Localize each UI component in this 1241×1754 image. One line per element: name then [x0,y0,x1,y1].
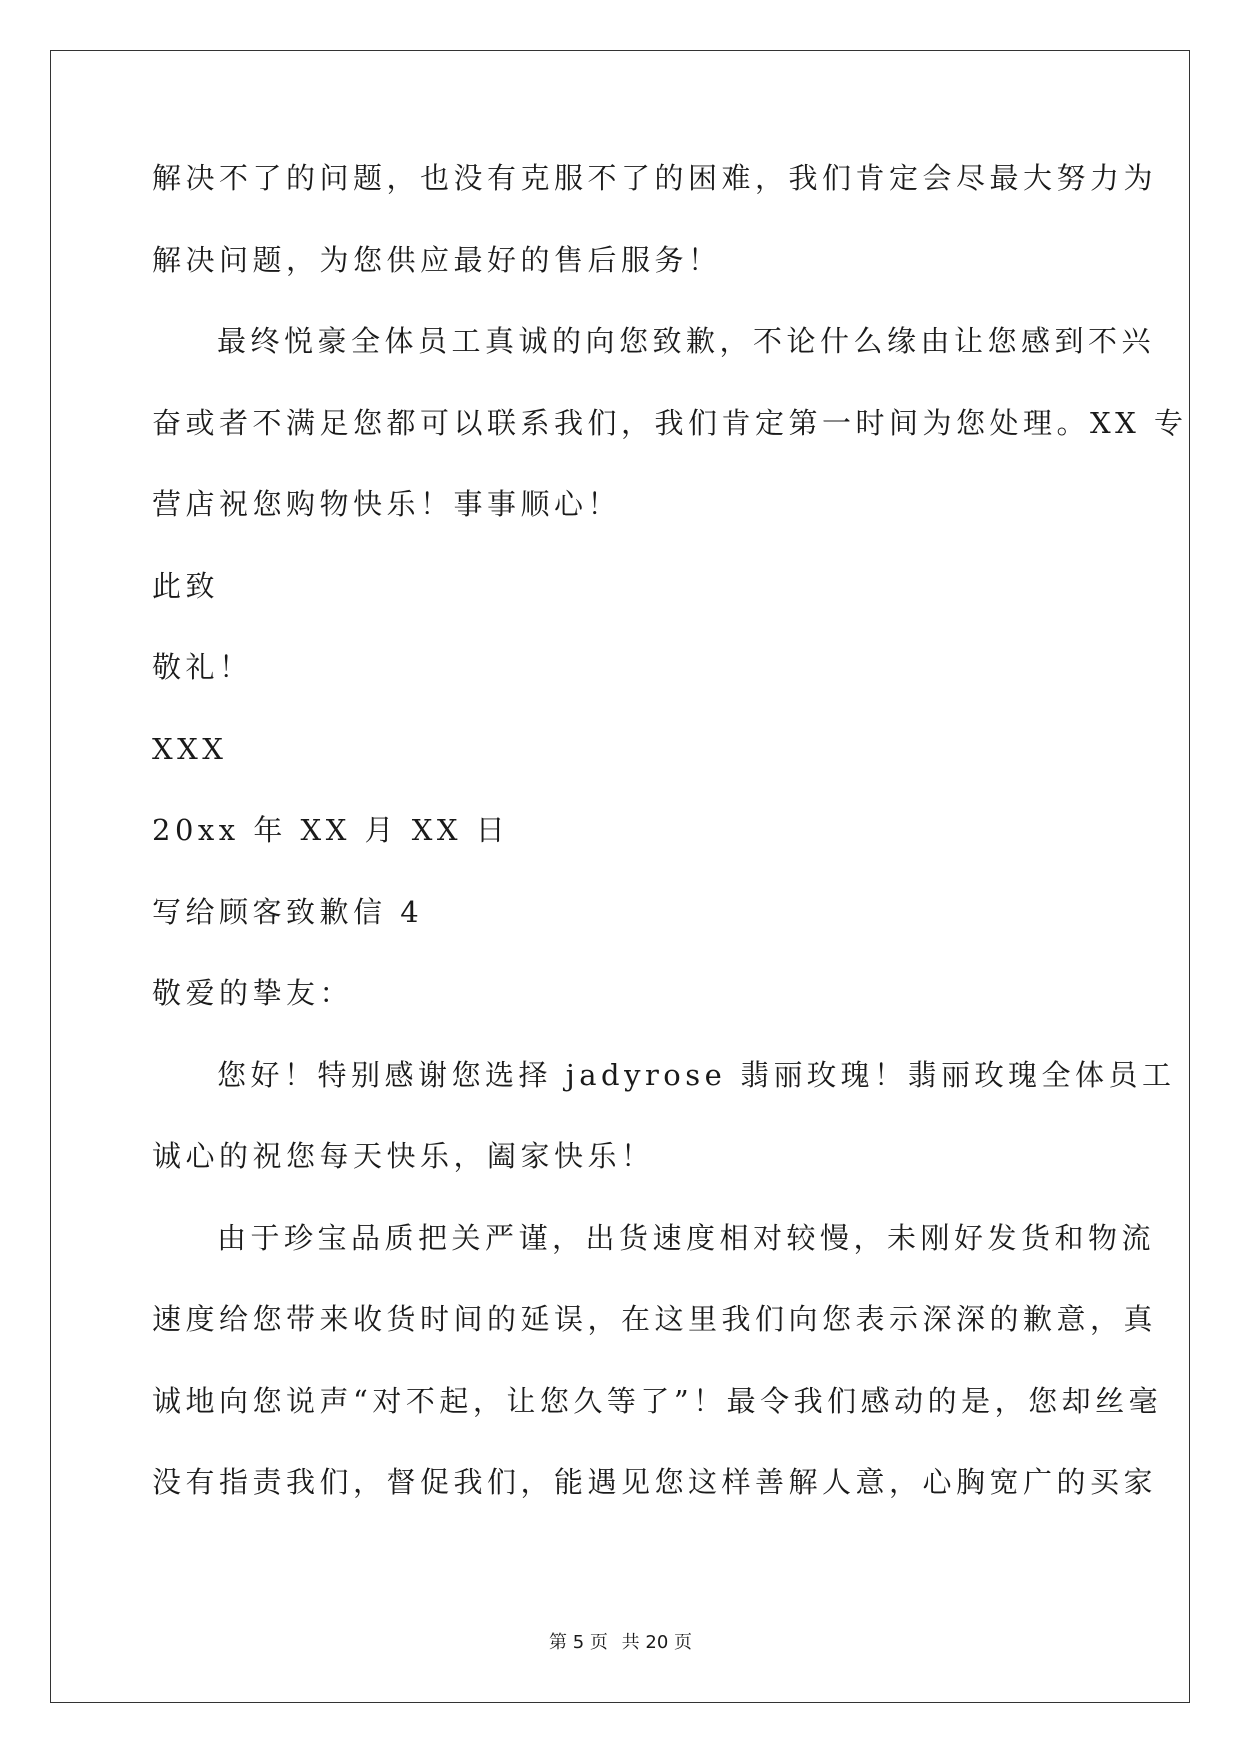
signature-line: XXX [152,731,228,766]
document-body [152,158,1188,1544]
date-line: 20xx 年 XX 月 XX 日 [152,813,510,847]
paragraph-line: 最终悦豪全体员工真诚的向您致歉，不论什么缘由让您感到不兴 [217,324,1156,358]
greeting-line: 敬爱的挚友： [152,976,354,1010]
paragraph-line: 由于珍宝品质把关严谨，出货速度相对较慢，未刚好发货和物流 [217,1220,1156,1255]
closing-line: 此致 [152,568,220,603]
text-line: 营店祝您购物快乐！事事顺心！ [152,487,622,521]
paragraph-line: 您好！特别感谢您选择 jadyrose 翡丽玫瑰！翡丽玫瑰全体员工 [217,1057,1176,1092]
text-line: 速度给您带来收货时间的延误，在这里我们向您表示深深的歉意，真 [152,1302,1158,1336]
page-number-total: 共 20 页 [621,1632,692,1653]
text-line: 诚心的祝您每天快乐，阖家快乐！ [152,1139,655,1173]
text-line: 解决不了的问题，也没有克服不了的困难，我们肯定会尽最大努力为 [152,161,1158,195]
text-line: 诚地向您说声“对不起，让您久等了”！最令我们感动的是，您却丝毫 [152,1383,1163,1418]
section-heading: 写给顾客致歉信 4 [152,894,424,929]
text-line: 解决问题，为您供应最好的售后服务！ [152,242,722,277]
page-number-current: 第 5 页 [549,1632,608,1653]
salutation-line: 敬礼！ [152,650,253,684]
text-line: 奋或者不满足您都可以联系我们，我们肯定第一时间为您处理。XX 专 [152,405,1188,440]
text-line: 没有指责我们，督促我们，能遇见您这样善解人意，心胸宽广的买家 [152,1465,1158,1499]
page-footer [0,1628,1241,1654]
